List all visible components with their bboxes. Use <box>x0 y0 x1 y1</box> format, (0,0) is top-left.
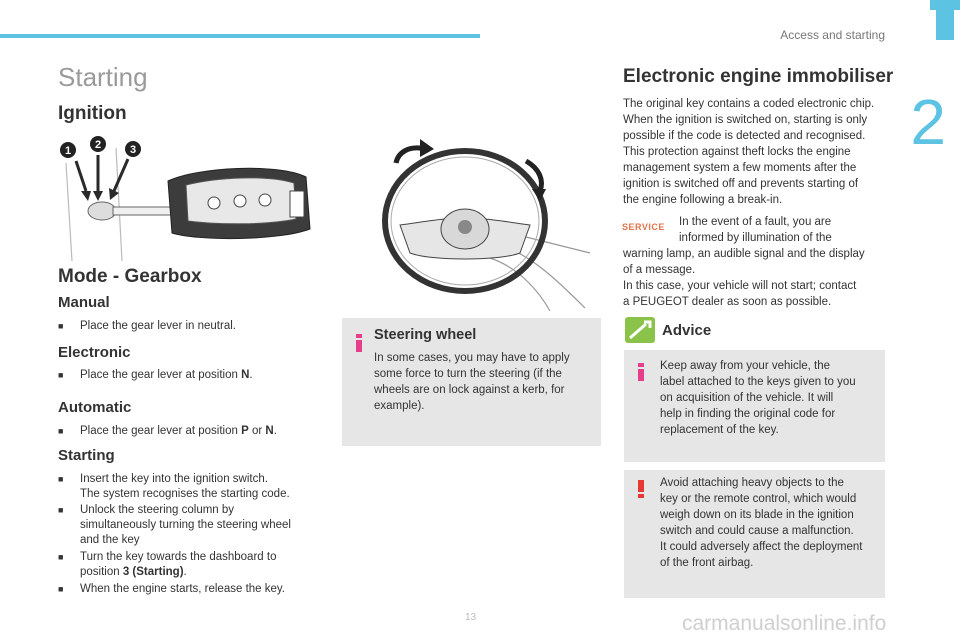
manual-heading: Manual <box>58 294 110 311</box>
header-accent-bar <box>0 34 480 38</box>
page-title: Starting <box>58 62 148 92</box>
advice-warning-box <box>624 470 885 598</box>
callout-3 <box>125 141 141 157</box>
warning-icon <box>638 480 644 498</box>
advice-info-box <box>624 350 885 462</box>
gearbox-heading: Mode - Gearbox <box>58 266 202 287</box>
advice-wrench-icon <box>622 314 658 346</box>
callout-1 <box>60 142 76 158</box>
chapter-tab <box>930 0 960 40</box>
svg-text:1: 1 <box>64 145 72 157</box>
automatic-heading: Automatic <box>58 399 132 416</box>
steering-heading: Steering wheel <box>374 327 477 343</box>
chapter-number: 2 <box>910 86 946 158</box>
steering-text: In some cases, you may have to apply some force to turn the steering (if the wheels are on lock against a kerb, for example). <box>374 352 570 412</box>
starting-step-1: ■ Insert the key into the ignition switch. The system recognises the starting code. <box>58 473 290 500</box>
manual-instruction: ■ Place the gear lever in neutral. <box>58 320 236 332</box>
steering-info-box <box>342 318 601 446</box>
advice-info-text: Keep away from your vehicle, the label attached to the keys given to you on acquisition of the vehicle. It will help in finding the original code for replacement of the key. <box>660 360 856 436</box>
callout-2 <box>90 136 106 152</box>
section-title: Access and starting <box>780 28 885 42</box>
info-icon <box>356 334 362 352</box>
ignition-heading: Ignition <box>58 103 127 124</box>
immobiliser-description: The original key contains a coded electronic chip. When the ignition is switched on, starting is only possible if the code is detected and recognised. This protection against theft locks the engine management system a few moments after the ignition is switched off and prevents starting of the engine following a break-in. <box>623 98 875 206</box>
advice-heading: Advice <box>662 322 712 339</box>
steering-wheel-illustration <box>370 133 600 313</box>
fault-text: warning lamp, an audible signal and the display of a message. In this case, your vehicle will not start; contact a PEUGEOT dealer as soon as possible. <box>623 248 865 308</box>
immobiliser-heading: Electronic engine immobiliser <box>623 66 894 87</box>
watermark: carmanualsonline.info <box>682 612 887 635</box>
electronic-heading: Electronic <box>58 344 131 361</box>
starting-step-4: ■ When the engine starts, release the key. <box>58 583 285 595</box>
service-warning-lamp-icon: SERVICE <box>622 222 665 232</box>
ignition-key-illustration <box>58 133 320 263</box>
advice-warning-text: Avoid attaching heavy objects to the key or the remote control, which would weigh down on its blade in the ignition switch and could cause a malfunction. It could adversely affect the deployment of the front airbag. <box>660 477 863 569</box>
starting-step-3: ■ Turn the key towards the dashboard to position 3 (Starting). <box>58 551 277 578</box>
automatic-instruction: ■ Place the gear lever at position P or N. <box>58 425 277 437</box>
svg-text:3: 3 <box>129 144 137 156</box>
page-number: 13 <box>465 612 477 623</box>
fault-text-indented: In the event of a fault, you are informed by illumination of the <box>679 216 832 244</box>
starting-step-2: ■ Unlock the steering column by simultaneously turning the steering wheel and the key <box>58 504 291 546</box>
electronic-instruction: ■ Place the gear lever at position N. <box>58 369 253 381</box>
starting-heading: Starting <box>58 447 115 464</box>
info-icon <box>638 363 644 381</box>
svg-text:2: 2 <box>94 139 102 151</box>
